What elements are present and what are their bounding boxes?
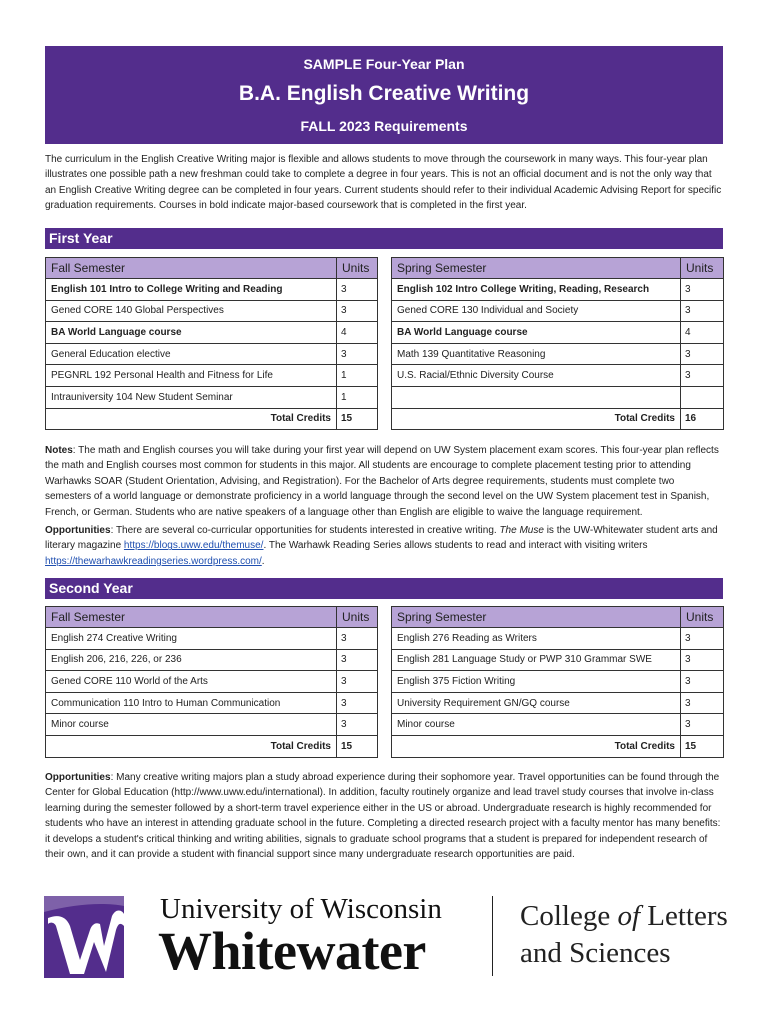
- table-row: [46, 628, 378, 650]
- total-credits-label: Total Credits: [46, 735, 337, 757]
- notes-paragraph: [45, 443, 723, 520]
- table-row: [46, 386, 378, 408]
- units-cell: 4: [337, 322, 378, 344]
- table-row: [46, 649, 378, 671]
- course-cell: Minor course: [392, 714, 681, 736]
- units-cell: 3: [681, 692, 724, 714]
- table-row: [46, 671, 378, 693]
- course-cell: English 274 Creative Writing: [46, 628, 337, 650]
- units-cell: 3: [337, 692, 378, 714]
- muse-link[interactable]: https://blogs.uww.edu/themuse/: [123, 540, 264, 552]
- table-row: [46, 279, 378, 301]
- fall-semester-header: Fall Semester: [46, 258, 337, 279]
- total-credits-value: 16: [681, 408, 724, 430]
- table-row: [392, 692, 724, 714]
- page-title: B.A. English Creative Writing: [238, 82, 530, 105]
- table-row: [392, 628, 724, 650]
- total-credits-value: 15: [681, 735, 724, 757]
- table-row: [392, 300, 724, 322]
- table-row: [46, 322, 378, 344]
- opportunities-text: : Many creative writing majors plan a study abroad experience during their sophomore year. Travel opportunities can be found through the Center for Global Education (http://www.uww.edu/international). In addition, faculty routinely organize and lead travel study courses that involve in-class learning during the semester followed by a short-term travel experience either in the US or abroad. Undergraduate research is highly recommended for students who have an interest in attending graduate school in the future. Completing a directed research project with a faculty mentor has many benefits: it develops a student's critical thinking and writing abilities, signals to graduate school programs that a student is prepared for independent research of their own, and it can provide a student with financial support since many undergraduate research opportunities are paid.: [45, 772, 721, 861]
- course-cell: English 206, 216, 226, or 236: [46, 649, 337, 671]
- notes-text: : The math and English courses you will take during your first year will depend on UW System placement exam scores. This four-year plan reflects the math and English courses most common for students in this major. All students are encourage to complete placement testing prior to attending Warhawks SOAR (Student Orientation, Advising, and Registration). For the Bachelor of Arts degree requirements, students must complete two semesters of a world language or demonstrate proficiency in a world language through the second level on the UW System placement test in Spanish, French, or German. Students who are native speakers of a language other than English are eligible to waive the language requirement.: [45, 445, 719, 518]
- units-cell: 3: [681, 628, 724, 650]
- first-year-fall-table: [45, 257, 378, 430]
- units-cell: 3: [681, 343, 724, 365]
- table-row: [392, 365, 724, 387]
- course-cell: Gened CORE 110 World of the Arts: [46, 671, 337, 693]
- course-cell: English 102 Intro College Writing, Reading, Research: [392, 279, 681, 301]
- banner-subtitle: SAMPLE Four-Year Plan: [303, 56, 465, 72]
- table-row: [46, 343, 378, 365]
- units-cell: 3: [337, 343, 378, 365]
- course-cell: BA World Language course: [392, 322, 681, 344]
- opportunities-paragraph-2: [45, 770, 723, 862]
- course-cell: English 375 Fiction Writing: [392, 671, 681, 693]
- units-header: Units: [681, 607, 724, 628]
- course-cell: U.S. Racial/Ethnic Diversity Course: [392, 365, 681, 387]
- opportunities-text: . The Warhawk Reading Series allows students to read and interact with visiting writers: [263, 540, 648, 552]
- units-cell: 1: [337, 386, 378, 408]
- first-year-spring-table: [391, 257, 724, 430]
- spring-semester-header: Spring Semester: [392, 258, 681, 279]
- college-name-line1: [520, 900, 728, 933]
- college-of: of: [617, 900, 641, 932]
- units-cell: 3: [337, 714, 378, 736]
- total-credits-value: 15: [337, 735, 378, 757]
- college-letters: Letters: [640, 900, 728, 932]
- course-cell: University Requirement GN/GQ course: [392, 692, 681, 714]
- total-credits-label: Total Credits: [46, 408, 337, 430]
- table-row: [46, 365, 378, 387]
- course-cell: English 281 Language Study or PWP 310 Grammar SWE: [392, 649, 681, 671]
- table-row: [392, 279, 724, 301]
- uww-w-logo-icon: [44, 896, 124, 978]
- intro-paragraph: The curriculum in the English Creative Writing major is flexible and allows students to move through the coursework in many ways. This four-year plan illustrates one possible path a new freshman could take to complete a degree in four years. This is not an official document and is not the only way that an English Creative Writing degree can be completed in four years. Current students should refer to their individual Academic Advising Report for specific graduation requirements. Courses in bold indicate major-based coursework that is completed in the first year.: [45, 154, 722, 212]
- units-cell: [681, 386, 724, 408]
- spring-semester-header: Spring Semester: [392, 607, 681, 628]
- table-row: [392, 671, 724, 693]
- total-credits-label: Total Credits: [392, 408, 681, 430]
- table-row: [392, 343, 724, 365]
- first-year-heading: First Year: [45, 228, 723, 249]
- opportunities-paragraph-1: [45, 523, 723, 569]
- course-cell: PEGNRL 192 Personal Health and Fitness for Life: [46, 365, 337, 387]
- university-name-line1: University of Wisconsin: [160, 893, 442, 925]
- course-cell: BA World Language course: [46, 322, 337, 344]
- table-row: [392, 386, 724, 408]
- units-cell: 3: [337, 300, 378, 322]
- opportunities-label: Opportunities: [45, 772, 111, 783]
- units-cell: 3: [337, 279, 378, 301]
- second-year-fall-table: [45, 606, 378, 758]
- total-credits-label: Total Credits: [392, 735, 681, 757]
- course-cell: Communication 110 Intro to Human Communication: [46, 692, 337, 714]
- muse-title: The Muse: [499, 525, 544, 536]
- opportunities-label: Opportunities: [45, 525, 111, 536]
- units-cell: 4: [681, 322, 724, 344]
- course-cell: Gened CORE 140 Global Perspectives: [46, 300, 337, 322]
- table-row: [46, 300, 378, 322]
- footer-divider: [492, 896, 493, 976]
- second-year-heading: Second Year: [45, 578, 723, 599]
- units-header: Units: [681, 258, 724, 279]
- course-cell: Gened CORE 130 Individual and Society: [392, 300, 681, 322]
- units-cell: 1: [337, 365, 378, 387]
- course-cell: Minor course: [46, 714, 337, 736]
- units-cell: 3: [337, 628, 378, 650]
- units-header: Units: [337, 258, 378, 279]
- course-cell: [392, 386, 681, 408]
- units-cell: 3: [681, 714, 724, 736]
- title-banner: [45, 46, 723, 144]
- units-cell: 3: [681, 365, 724, 387]
- units-cell: 3: [681, 649, 724, 671]
- total-credits-value: 15: [337, 408, 378, 430]
- university-name-line2: Whitewater: [158, 921, 426, 981]
- course-cell: Math 139 Quantitative Reasoning: [392, 343, 681, 365]
- table-row: [46, 692, 378, 714]
- units-cell: 3: [337, 671, 378, 693]
- course-cell: English 276 Reading as Writers: [392, 628, 681, 650]
- course-cell: English 101 Intro to College Writing and Reading: [46, 279, 337, 301]
- units-header: Units: [337, 607, 378, 628]
- table-row: [392, 649, 724, 671]
- banner-term: FALL 2023 Requirements: [300, 118, 468, 134]
- college-name-line2: and Sciences: [520, 937, 671, 969]
- table-row: [392, 714, 724, 736]
- opportunities-text: : There are several co-curricular opportunities for students interested in creative writing.: [110, 525, 500, 536]
- table-row: [46, 714, 378, 736]
- table-row: [392, 322, 724, 344]
- college-word: College: [520, 900, 618, 932]
- course-cell: Intrauniversity 104 New Student Seminar: [46, 386, 337, 408]
- opportunities-text: .: [261, 555, 265, 567]
- units-cell: 3: [681, 279, 724, 301]
- opportunities-text: is the UW-Whitewater student arts and literary magazine: [45, 525, 718, 552]
- fall-semester-header: Fall Semester: [46, 607, 337, 628]
- units-cell: 3: [337, 649, 378, 671]
- notes-label: Notes: [45, 445, 73, 456]
- units-cell: 3: [681, 300, 724, 322]
- reading-series-link[interactable]: https://thewarhawkreadingseries.wordpress.com/: [45, 555, 262, 567]
- units-cell: 3: [681, 671, 724, 693]
- course-cell: General Education elective: [46, 343, 337, 365]
- second-year-spring-table: [391, 606, 724, 758]
